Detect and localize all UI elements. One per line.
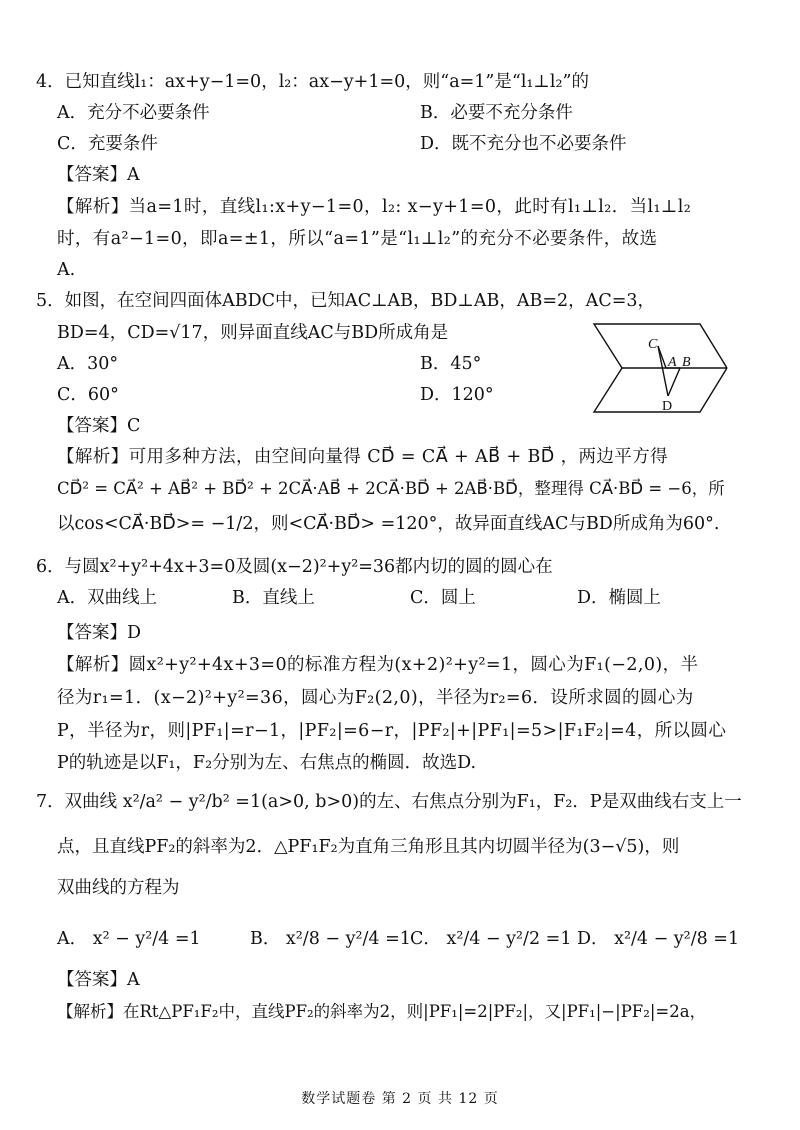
q5-option-a: A．30° bbox=[57, 354, 119, 374]
q7-option-d: D． x²/4 − y²/8 =1 bbox=[577, 929, 740, 949]
q6-option-a: A．双曲线上 bbox=[57, 588, 158, 608]
q5-option-c: C．60° bbox=[57, 385, 119, 405]
q7-stem-line-2: 点，且直线PF₂的斜率为2．△PF₁F₂为直角三角形且其内切圆半径为(3−√5)，则 bbox=[57, 837, 680, 857]
q4-analysis-line-1: 【解析】当a=1时，直线l₁:x+y−1=0，l₂: x−y+1=0，此时有l₁⊥l₂．当l₁⊥l₂ bbox=[57, 197, 692, 217]
q4-option-b: B．必要不充分条件 bbox=[420, 103, 573, 123]
q6-option-b: B．直线上 bbox=[232, 588, 315, 608]
q4-option-d: D．既不充分也不必要条件 bbox=[420, 134, 627, 154]
q4-answer: 【答案】A bbox=[57, 165, 140, 185]
edge-cd bbox=[658, 346, 668, 396]
q5-option-d: D．120° bbox=[420, 385, 494, 405]
q7-option-a: A． x² − y²/4 =1 bbox=[57, 929, 201, 949]
q7-stem-line-3: 双曲线的方程为 bbox=[57, 878, 180, 898]
q7-option-b: B． x²/8 − y²/4 =1 bbox=[250, 929, 411, 949]
tetrahedron-figure bbox=[582, 316, 732, 416]
q7-analysis-line-1: 【解析】在Rt△PF₁F₂中，直线PF₂的斜率为2，则|PF₁|=2|PF₂|，又|PF₁|−|PF₂|=2a， bbox=[57, 1002, 707, 1021]
q5-stem-line-2: BD=4，CD=√17，则异面直线AC与BD所成角是 bbox=[57, 323, 449, 343]
q4-analysis-line-3: A. bbox=[57, 260, 76, 280]
q5-analysis-line-2: CD⃗² = CA⃗² + AB⃗² + BD⃗² + 2CA⃗·AB⃗ + 2CA⃗·BD⃗ + 2AB⃗·BD⃗，整理得 CA⃗·BD⃗ = −6，所 bbox=[57, 479, 725, 498]
q5-option-b: B．45° bbox=[420, 354, 482, 374]
q6-analysis-line-2: 径为r₁=1．(x−2)²+y²=36，圆心为F₂(2,0)，半径为r₂=6．设所求圆的圆心为 bbox=[57, 688, 694, 708]
q5-stem-line-1: 5．如图，在空间四面体ABDC中，已知AC⊥AB，BD⊥AB，AB=2，AC=3， bbox=[36, 291, 656, 311]
q7-option-c: C． x²/4 − y²/2 =1 bbox=[410, 929, 572, 949]
figure-planes bbox=[594, 324, 727, 412]
q6-stem: 6．与圆x²+y²+4x+3=0及圆(x−2)²+y²=36都内切的圆的圆心在 bbox=[36, 557, 553, 577]
label-d: D bbox=[662, 399, 673, 414]
q5-analysis-line-1: 【解析】可用多种方法，由空间向量得 CD⃗ = CA⃗ + AB⃗ + BD⃗ ，两边平方得 bbox=[57, 447, 668, 467]
lower-plane bbox=[594, 368, 727, 412]
label-b: B bbox=[682, 355, 691, 370]
label-c: C bbox=[648, 337, 658, 352]
q5-answer: 【答案】C bbox=[57, 416, 141, 436]
q4-analysis-line-2: 时，有a²−1=0，即a=±1，所以“a=1”是“l₁⊥l₂”的充分不必要条件，故选 bbox=[57, 229, 658, 249]
q6-option-c: C．圆上 bbox=[410, 588, 476, 608]
edge-bd bbox=[668, 368, 680, 396]
label-a: A bbox=[668, 355, 677, 370]
q4-stem: 4．已知直线l₁：ax+y−1=0，l₂：ax−y+1=0，则“a=1”是“l₁⊥l₂”的 bbox=[36, 72, 589, 92]
q6-answer: 【答案】D bbox=[57, 623, 142, 643]
q6-analysis-line-1: 【解析】圆x²+y²+4x+3=0的标准方程为(x+2)²+y²=1，圆心为F₁(−2,0)，半 bbox=[57, 655, 699, 675]
q5-analysis-line-3: 以cos<CA⃗·BD⃗>= −1/2，则<CA⃗·BD⃗> =120°，故异面直线AC与BD所成角为60°. bbox=[57, 514, 720, 534]
q6-option-d: D．椭圆上 bbox=[577, 588, 662, 608]
q7-stem-line-1: 7．双曲线 x²/a² − y²/b² =1(a>0, b>0)的左、右焦点分别为F₁，F₂．P是双曲线右支上一 bbox=[36, 792, 742, 812]
q6-analysis-line-3: P，半径为r，则|PF₁|=r−1，|PF₂|=6−r，|PF₂|+|PF₁|=5>|F₁F₂|=4，所以圆心 bbox=[57, 721, 727, 741]
q4-option-c: C．充要条件 bbox=[57, 134, 158, 154]
q4-option-a: A．充分不必要条件 bbox=[57, 103, 210, 123]
q7-answer: 【答案】A bbox=[57, 970, 140, 990]
q6-analysis-line-4: P的轨迹是以F₁，F₂分别为左、右焦点的椭圆．故选D. bbox=[57, 753, 477, 773]
page-footer: 数学试题卷 第 2 页 共 12 页 bbox=[301, 1091, 499, 1107]
